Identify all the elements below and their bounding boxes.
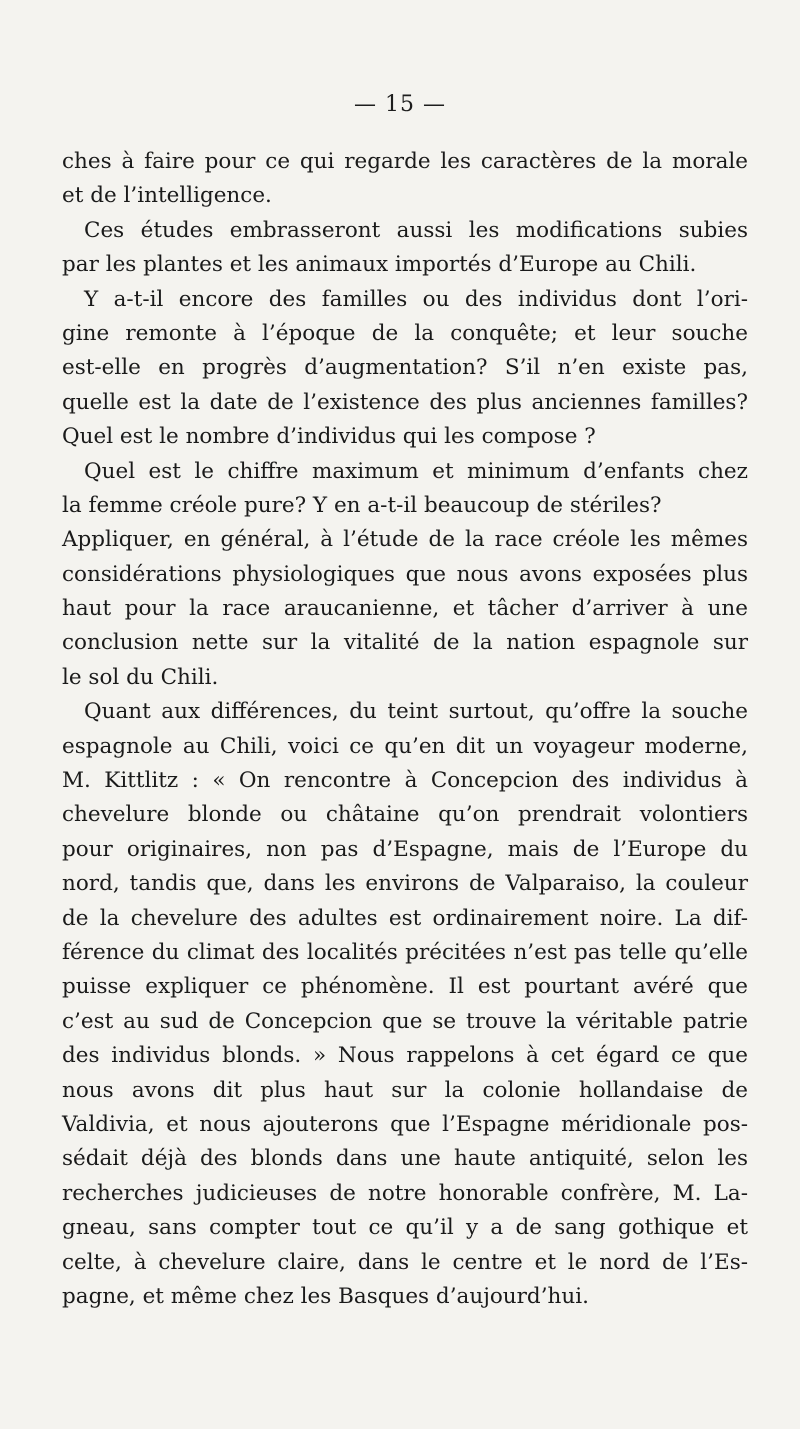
text-line: et de l’intelligence. [62,183,272,209]
text-line: quelle est la date de l’existence des plus anciennes familles? [62,389,748,415]
text-line: chevelure blonde ou châtaine qu’on prendrait volontiers [62,802,748,828]
text-line: férence du climat des localités précitées n’est pas telle qu’elle [62,939,748,965]
text-line: haut pour la race araucanienne, et tâcher d’arriver à une [62,596,748,622]
paragraph-start-line: Quel est le chiffre maximum et minimum d’enfants chez [84,458,748,484]
text-line: pagne, et même chez les Basques d’aujourd’hui. [62,1283,589,1309]
text-line: par les plantes et les animaux importés d’Europe au Chili. [62,252,697,278]
text-line: nous avons dit plus haut sur la colonie hollandaise de [62,1077,748,1103]
paragraph-start-line: Quant aux différences, du teint surtout, qu’offre la souche [84,699,748,725]
text-line: M. Kittlitz : « On rencontre à Concepcion des individus à [62,768,748,794]
text-line: ches à faire pour ce qui regarde les caractères de la morale [62,149,748,174]
text-line: est-elle en progrès d’augmentation? S’il n’en existe pas, [62,355,748,381]
text-line: conclusion nette sur la vitalité de la nation espagnole sur [62,630,748,656]
text-line: sédait déjà des blonds dans une haute antiquité, selon les [62,1146,748,1172]
text-line: des individus blonds. » Nous rappelons à cet égard ce que [62,1043,748,1069]
text-line: gneau, sans compter tout ce qu’il y a de sang gothique et [62,1215,748,1241]
text-line: considérations physiologiques que nous avons exposées plus [62,561,748,587]
text-line: Quel est le nombre d’individus qui les compose ? [62,424,596,450]
text-line: espagnole au Chili, voici ce qu’en dit un voyageur moderne, [62,733,748,759]
text-line: Valdivia, et nous ajouterons que l’Espagne méridionale pos- [62,1111,748,1137]
text-line: gine remonte à l’époque de la conquête; et leur souche [62,320,748,346]
text-line: la femme créole pure? Y en a-t-il beaucoup de stériles? [62,492,662,518]
text-line: recherches judicieuses de notre honorable confrère, M. La- [62,1180,748,1206]
text-line: pour originaires, non pas d’Espagne, mais de l’Europe du [62,836,748,862]
paragraph-start-line: Ces études embrasseront aussi les modifications subies [84,217,748,243]
text-line: nord, tandis que, dans les environs de Valparaiso, la couleur [62,871,748,897]
body-text [62,145,748,1314]
text-line: le sol du Chili. [62,664,219,690]
text-line: de la chevelure des adultes est ordinairement noire. La dif- [62,905,748,931]
text-line: puisse expliquer ce phénomène. Il est pourtant avéré que [62,974,748,1000]
page-number: — 15 — [354,92,446,117]
text-line: celte, à chevelure claire, dans le centre et le nord de l’Es- [62,1249,748,1275]
text-line: Appliquer, en général, à l’étude de la race créole les mêmes [62,527,748,553]
paragraph-start-line: Y a-t-il encore des familles ou des individus dont l’ori- [84,286,748,312]
text-line: c’est au sud de Concepcion que se trouve la véritable patrie [62,1008,748,1034]
